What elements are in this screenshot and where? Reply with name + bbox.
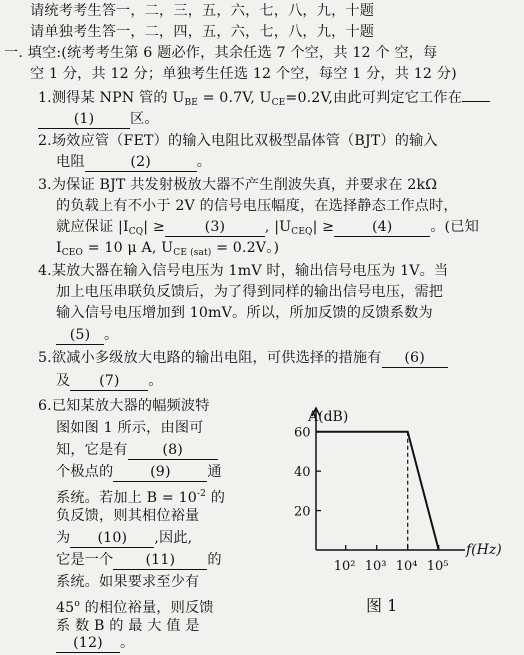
question-6-line-10: 45$^o$ 的相位裕量，则反馈 (56, 599, 214, 616)
question-4-line-4: (5) 。 (56, 325, 118, 345)
question-6-line-8: 它是一个 (11) 的 (56, 552, 222, 568)
question-3-line-2: 的负载上有不小于 2V 的信号电压幅度，在选择静态工作点时， (56, 198, 458, 214)
y-tick-label: 20 (294, 504, 311, 520)
question-6-line-5: 系统。若加上 $B = 10^{-2}$ 的 (56, 489, 226, 506)
question-6-line-9: 系统。如果要求至少有 (56, 574, 200, 590)
question-1: 1.测得某 NPN 管的 $U_{BE} = 0.7V$, $U_{CE}=0.2V$,由此可判定它工作在 (38, 88, 490, 113)
question-2-cont: 电阻 (2) 。 (56, 154, 212, 170)
question-4: 4.某放大器在输入信号电压为 1mV 时，输出信号电压为 1V。当 (38, 263, 449, 279)
blank-3[interactable]: (3) (165, 219, 265, 237)
header-line-2: 请单独考生答一，二，四，五，六，七，八，九，十题 (30, 24, 375, 40)
question-6-line-6: 负反馈，则其相位裕量 (56, 508, 200, 524)
blank-1[interactable]: (1) (38, 111, 130, 129)
question-4-line-2: 加上电压串联负反馈后，为了得到同样的输出信号电压，需把 (56, 284, 444, 300)
figure-caption: 图 1 (366, 596, 398, 615)
question-6-line-12: (12) 。 (56, 633, 134, 653)
question-6-line-4: 个极点的 (9) 通 (56, 464, 222, 480)
blank-11[interactable]: (11) (113, 552, 207, 570)
question-5: 5.欲减小多级放大电路的输出电阻，可供选择的措施有 (6) (38, 348, 448, 368)
bode-plot-figure-1 (270, 398, 520, 628)
question-6-line-2: 图如图 1 所示，由图可 (56, 420, 204, 436)
question-6: 6.已知某放大器的幅频波特 (38, 398, 210, 414)
x-tick-label: 10⁵ (426, 559, 449, 574)
question-2: 2.场效应管（FET）的输入电阻比双极型晶体管（BJT）的输入 (38, 133, 438, 149)
section-title-line-1: 一. 填空:(统考考生第 6 题必作，其余任选 7 个空，共 12 个 空，每 (4, 45, 438, 61)
question-1-cont: (1) 区。 (38, 109, 159, 129)
question-6-line-3: 知，它是有 (8) (56, 440, 218, 460)
magnitude-response-line (316, 432, 439, 550)
blank-7[interactable]: (7) (70, 373, 148, 391)
question-3: 3.为保证 BJT 共发射极放大器不产生削波失真，并要求在 2kΩ (38, 177, 438, 193)
question-3-line-3: 就应保证 $|I_{CQ}| \ge (3)$ , $|U_{CEQ}| \ge (4)$ 。(已知 (56, 219, 479, 237)
blank-2[interactable]: (2) (85, 154, 197, 172)
header-line-1: 请统考考生答一，二，三，五，六，七，八，九，十题 (30, 3, 375, 19)
question-5-cont: 及 (7) 。 (56, 373, 163, 389)
blank-10[interactable]: (10) (70, 530, 154, 548)
blank-6[interactable]: (6) (382, 350, 448, 368)
blank-8[interactable]: (8) (128, 442, 218, 460)
question-3-line-4: $I_{CEO} = 10$ μ A, $U_{CE (sat)} = 0.2V$。) (56, 240, 280, 258)
question-6-line-11: 系 数 B 的 最 大 值 是 (56, 618, 200, 634)
blank-9[interactable]: (9) (113, 464, 207, 482)
section-title-line-2: 空 1 分，共 12 分；单独考生任选 12 个空，每空 1 分，共 12 分) (30, 66, 457, 82)
y-tick-label: 60 (294, 425, 311, 441)
x-axis-label: f(Hz) (466, 542, 502, 558)
blank-5[interactable]: (5) (56, 327, 104, 345)
y-axis-label: A(dB) (308, 409, 349, 425)
x-tick-label: 10³ (364, 559, 387, 574)
y-tick-label: 40 (294, 465, 311, 481)
blank-4[interactable]: (4) (334, 219, 430, 237)
x-tick-label: 10⁴ (395, 559, 418, 574)
x-tick-label: 10² (333, 559, 356, 574)
question-6-line-7: 为 (10) ,因此, (56, 530, 193, 546)
question-4-line-3: 输入信号电压增加到 10mV。所以，所加反馈的反馈系数为 (56, 305, 433, 321)
blank-12[interactable]: (12) (56, 635, 120, 653)
